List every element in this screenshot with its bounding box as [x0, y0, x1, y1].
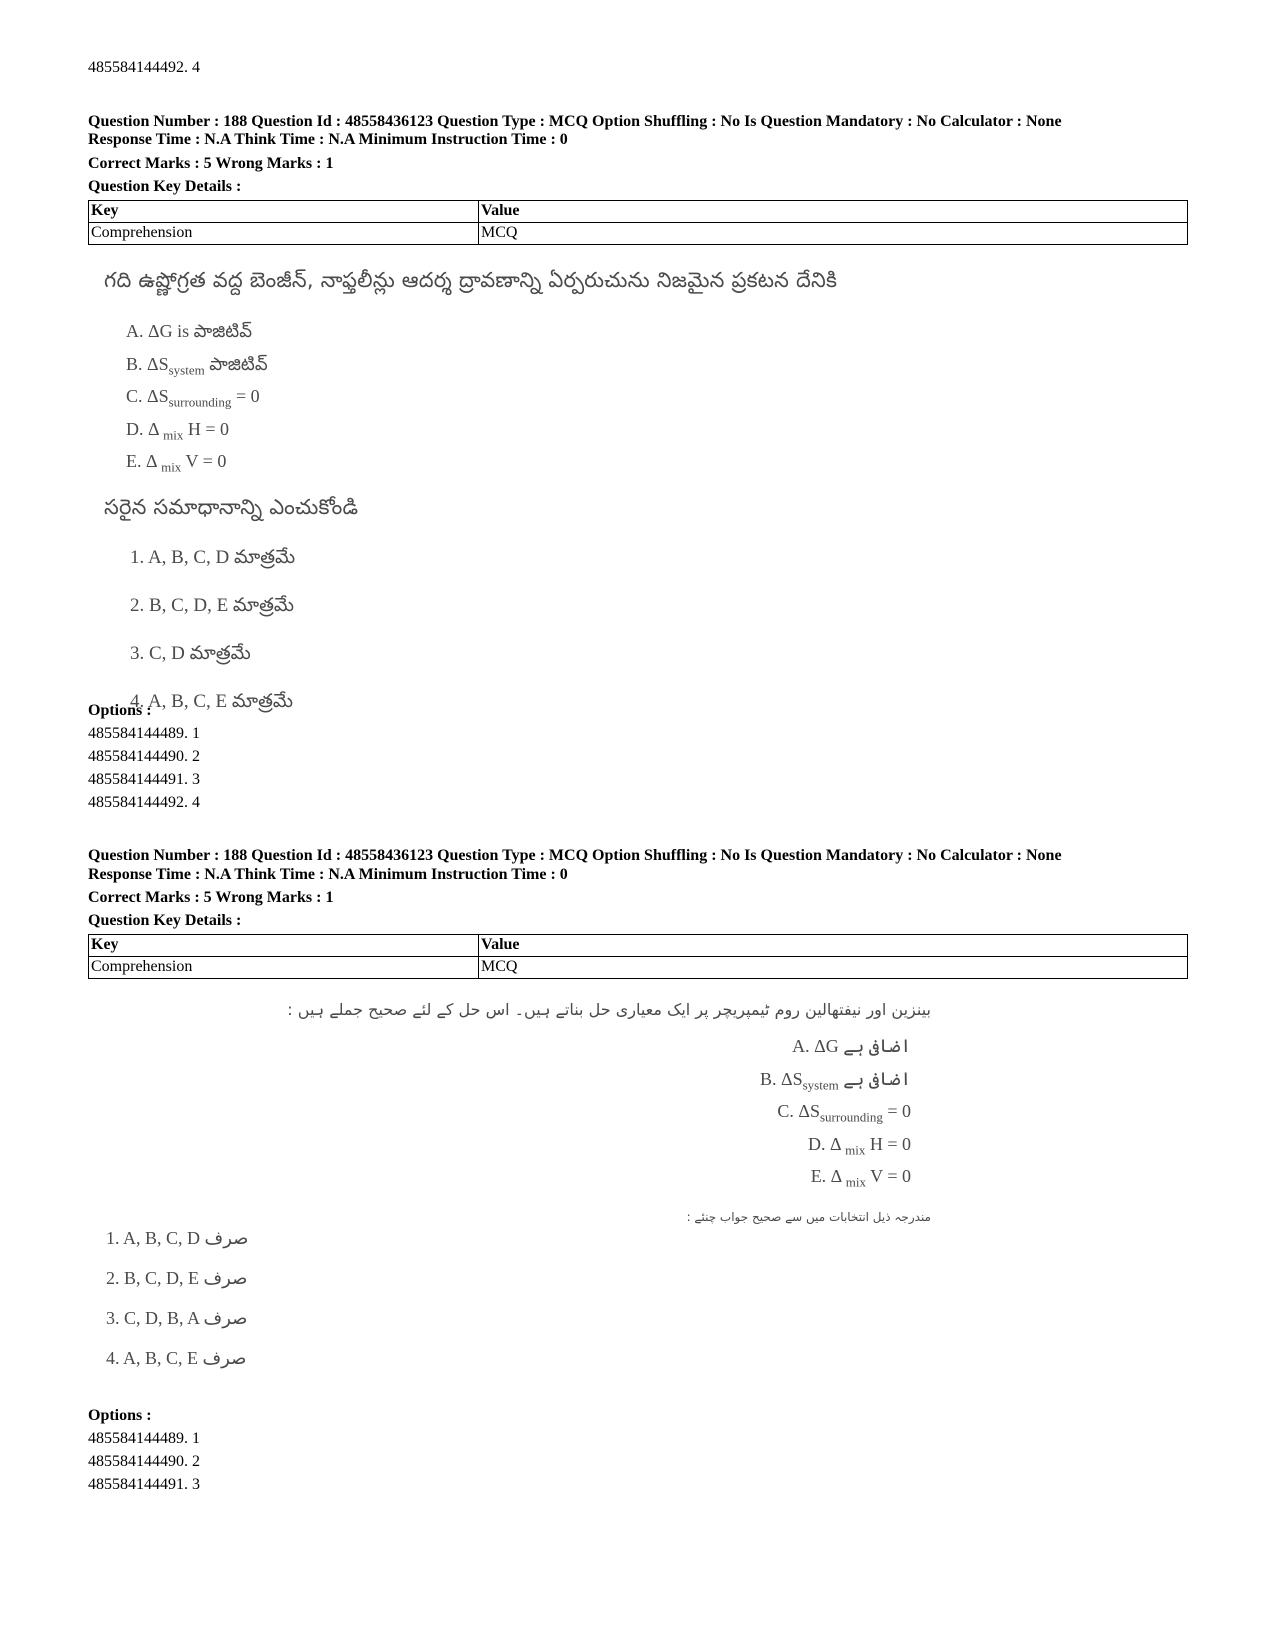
question-meta-line-2: Response Time : N.A Think Time : N.A Minimum Instruction Time : 0 — [88, 866, 568, 883]
question-key-details-label: Question Key Details : — [88, 912, 242, 929]
choice-3: 3. C, D మాత్రమే — [130, 642, 251, 664]
statement-list — [283, 1033, 931, 1196]
options-label: Options : — [88, 1407, 152, 1424]
option-item: 485584144490. 2 — [88, 1453, 200, 1470]
question-instruction: సరైన సమాధానాన్ని ఎంచుకోండి — [104, 494, 359, 519]
question-meta-line-2: Response Time : N.A Think Time : N.A Minimum Instruction Time : 0 — [88, 131, 568, 148]
table-row — [89, 223, 1188, 245]
table-cell-value: MCQ — [479, 223, 1188, 245]
option-item: 485584144489. 1 — [88, 725, 200, 742]
question-marks: Correct Marks : 5 Wrong Marks : 1 — [88, 155, 334, 172]
choice-4: 4. A, B, C, E صرف — [106, 1348, 247, 1368]
statement-e: E. Δ $_{mix}$ V = 0 — [126, 451, 227, 475]
option-item: 485584144491. 3 — [88, 1476, 200, 1493]
statement-c: C. $\Delta S_{surrounding} = 0$ — [126, 386, 260, 410]
table-header-row — [89, 201, 1188, 223]
table-header-key: Key — [89, 201, 479, 223]
statement-a: A. ΔG اضافی ہے — [792, 1036, 911, 1056]
question-key-table — [88, 200, 1188, 245]
statement-d: D. Δ $_{mix}$ H = 0 — [126, 418, 229, 443]
option-item: 485584144489. 1 — [88, 1430, 200, 1447]
table-header-value: Value — [479, 201, 1188, 223]
statement-b: B. $\Delta S_{system}$ اضافی ہے — [760, 1068, 911, 1093]
carried-option: 485584144492. 4 — [88, 59, 200, 76]
choice-list-urdu — [106, 1228, 406, 1369]
question-key-table — [88, 934, 1188, 979]
option-item: 485584144492. 4 — [88, 794, 200, 811]
choice-1: 1. A, B, C, D మాత్రమే — [130, 546, 296, 568]
option-item: 485584144491. 3 — [88, 771, 200, 788]
question-stem: بینزین اور نیفتھالین روم ٹیمپریچر پر ایک معیاری حل بناتے ہیں۔ اس حل کے لئے صحیح جملے ہیں : — [287, 1000, 931, 1019]
question-image-urdu — [283, 1000, 931, 1224]
question-meta-line-1: Question Number : 188 Question Id : 48558436123 Question Type : MCQ Option Shuffling : No Is Question Mandatory : No Calculator : None — [88, 847, 1062, 864]
choice-3: 3. C, D, B, A صرف — [106, 1308, 248, 1328]
question-meta-line-1: Question Number : 188 Question Id : 48558436123 Question Type : MCQ Option Shuffling : No Is Question Mandatory : No Calculator : None — [88, 113, 1062, 130]
statement-d: D. Δ $_{mix}$ H = 0 — [808, 1133, 911, 1158]
choice-2: 2. B, C, D, E మాత్రమే — [130, 594, 295, 616]
table-cell-key: Comprehension — [89, 223, 479, 245]
question-instruction: مندرجہ ذیل انتخابات میں سے صحیح جواب چنئے : — [686, 1209, 931, 1224]
statement-a: A. ΔG is పాజిటివ్ — [126, 321, 253, 341]
statement-b: B. $\Delta S_{system}$ పాజిటివ్ — [126, 353, 268, 378]
choice-4: 4. A, B, C, E మాత్రమే — [130, 690, 293, 712]
question-image-telugu — [104, 268, 924, 717]
statement-c: C. $\Delta S_{surrounding} = 0$ — [777, 1101, 911, 1125]
option-item: 485584144490. 2 — [88, 748, 200, 765]
table-cell-key: Comprehension — [89, 957, 479, 979]
table-header-key: Key — [89, 935, 479, 957]
table-header-value: Value — [479, 935, 1188, 957]
question-marks: Correct Marks : 5 Wrong Marks : 1 — [88, 889, 334, 906]
question-stem: గది ఉష్ణోగ్రత వద్ద బెంజీన్, నాఫ్తలీన్లు ఆదర్శ ద్రావణాన్ని ఏర్పరుచును నిజమైన ప్రకటన దేనికి — [104, 268, 838, 292]
choice-1: 1. A, B, C, D صرف — [106, 1228, 249, 1248]
statement-list — [126, 318, 924, 481]
choice-2: 2. B, C, D, E صرف — [106, 1268, 248, 1288]
table-cell-value: MCQ — [479, 957, 1188, 979]
table-header-row — [89, 935, 1188, 957]
table-row — [89, 957, 1188, 979]
options-label: Options : — [88, 702, 152, 719]
question-key-details-label: Question Key Details : — [88, 178, 242, 195]
statement-e: E. Δ $_{mix}$ V = 0 — [810, 1166, 911, 1190]
